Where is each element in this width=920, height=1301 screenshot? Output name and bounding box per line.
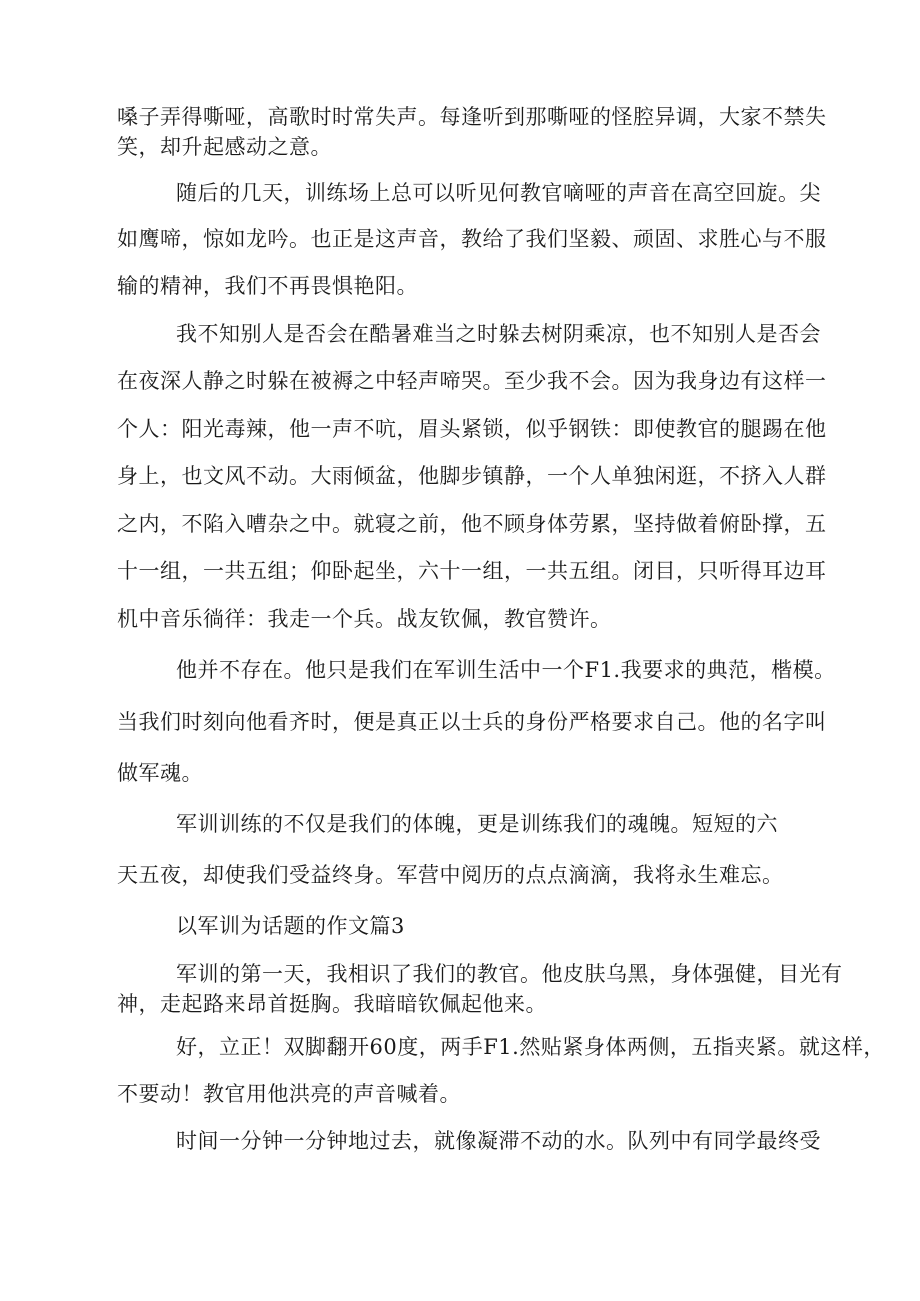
text-line: 不要动！教官用他洪亮的声音喊着。	[117, 1082, 461, 1106]
text-line: 机中音乐徜徉：我走一个兵。战友钦佩，教官赞许。	[117, 607, 612, 631]
text-line: 输的精神，我们不再畏惧艳阳。	[117, 274, 418, 298]
text-line: 我不知别人是否会在酷暑难当之时躲去树阴乘凉，也不知别人是否会	[176, 322, 821, 346]
text-line: 军训训练的不仅是我们的体魄，更是训练我们的魂魄。短短的六	[176, 812, 778, 836]
text-line: 如鹰啼，惊如龙吟。也正是这声音，教给了我们坚毅、顽固、求胜心与不服	[117, 227, 827, 251]
text-line: 好，立正！双脚翻开60度，两手F1.然贴紧身体两侧，五指夹紧。就这样，	[176, 1035, 885, 1059]
text-line: 当我们时刻向他看齐时，便是真正以士兵的身份严格要求自己。他的名字叫	[117, 710, 827, 734]
text-line: 笑，却升起感动之意。	[117, 135, 332, 159]
text-line: 神，走起路来昂首挺胸。我暗暗钦佩起他来。	[117, 992, 547, 1016]
text-line: 他并不存在。他只是我们在军训生活中一个F1.我要求的典范，楷模。	[176, 658, 836, 682]
section-heading: 以军训为话题的作文篇3	[176, 914, 405, 938]
text-line: 身上，也文风不动。大雨倾盆，他脚步镇静，一个人单独闲逛，不挤入人群	[117, 464, 827, 488]
text-line: 之内，不陷入嘈杂之中。就寝之前，他不顾身体劳累，坚持做着俯卧撑，五	[117, 512, 827, 536]
text-line: 时间一分钟一分钟地过去，就像凝滞不动的水。队列中有同学最终受	[176, 1129, 821, 1153]
text-line: 做军魂。	[117, 761, 203, 785]
text-line: 随后的几天，训练场上总可以听见何教官嘀哑的声音在高空回旋。尖	[176, 181, 821, 205]
text-line: 十一组，一共五组；仰卧起坐，六十一组，一共五组。闭目，只听得耳边耳	[117, 559, 827, 583]
text-line: 嗓子弄得嘶哑，高歌时时常失声。每逢听到那嘶哑的怪腔异调，大家不禁失	[117, 105, 827, 129]
text-line: 军训的第一天，我相识了我们的教官。他皮肤乌黑，身体强健，目光有	[176, 962, 843, 986]
text-line: 个人：阳光毒辣，他一声不吭，眉头紧锁，似乎钢铁：即使教官的腿踢在他	[117, 417, 827, 441]
text-line: 天五夜，却使我们受益终身。军营中阅历的点点滴滴，我将永生难忘。	[117, 863, 784, 887]
text-line: 在夜深人静之时躲在被褥之中轻声啼哭。至少我不会。因为我身边有这样一	[117, 369, 827, 393]
